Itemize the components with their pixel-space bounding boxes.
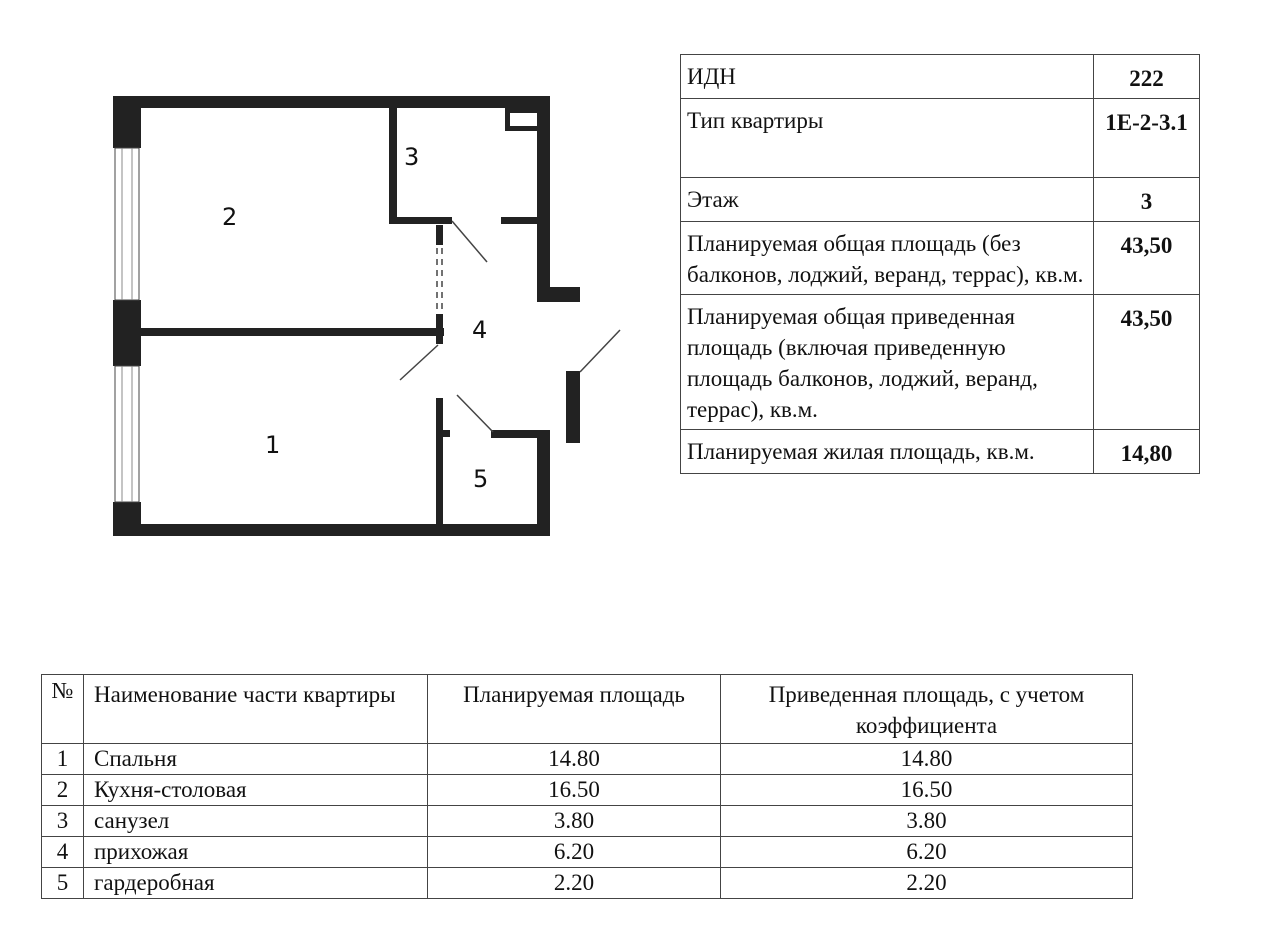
spec-row-type [681,99,1200,178]
room-area: 14.80 [428,744,721,775]
room-number: 4 [42,837,84,868]
room-name: прихожая [84,837,428,868]
spec-value: 14,80 [1094,430,1200,474]
room-label-5: 5 [473,465,489,493]
spec-value: 43,50 [1094,222,1200,295]
spec-value: 1Е-2-3.1 [1094,99,1200,178]
room-label-2: 2 [222,203,238,231]
table-row [42,775,1133,806]
room-area: 3.80 [428,806,721,837]
floor-plan [100,80,640,560]
room-name: гардеробная [84,868,428,899]
spec-label: Планируемая жилая площадь, кв.м. [681,430,1094,474]
door-bedroom [400,345,438,380]
spec-value: 43,50 [1094,295,1200,430]
spec-label: Планируемая общая приведенная площадь (включая приведенную площадь балконов, лоджий, веранд, террас), кв.м. [681,295,1094,430]
spec-value: 222 [1094,55,1200,99]
doors [400,221,620,432]
apartment-specs-table [680,54,1200,474]
spec-row-idn [681,55,1200,99]
room-area: 16.50 [428,775,721,806]
room-label-1: 1 [265,431,281,459]
window-left-upper [115,148,139,300]
spec-label: Тип квартиры [681,99,1094,178]
room-area: 2.20 [428,868,721,899]
spec-label: Планируемая общая площадь (без балконов, лоджий, веранд, террас), кв.м. [681,222,1094,295]
room-number: 2 [42,775,84,806]
header-room-name: Наименование части квартиры [84,675,428,744]
room-number: 1 [42,744,84,775]
room-reduced-area: 6.20 [721,837,1133,868]
door-wardrobe [457,395,493,432]
spec-label: ИДН [681,55,1094,99]
room-area: 6.20 [428,837,721,868]
header-planned-area: Планируемая площадь [428,675,721,744]
header-reduced-area: Приведенная площадь, с учетом коэффициента [721,675,1133,744]
spec-row-total-area [681,222,1200,295]
door-entrance [580,330,620,372]
table-row [42,806,1133,837]
room-number: 3 [42,806,84,837]
spec-row-living-area [681,430,1200,474]
window-left-lower [115,366,139,502]
rooms-table [41,674,1133,899]
room-reduced-area: 14.80 [721,744,1133,775]
room-reduced-area: 16.50 [721,775,1133,806]
room-label-4: 4 [472,316,488,344]
rooms-header-row [42,675,1133,744]
walls [113,96,580,536]
table-row [42,837,1133,868]
spec-row-floor [681,178,1200,222]
room-label-3: 3 [404,143,420,171]
spec-value: 3 [1094,178,1200,222]
table-row [42,744,1133,775]
spec-label: Этаж [681,178,1094,222]
table-row [42,868,1133,899]
room-name: Спальня [84,744,428,775]
room-name: санузел [84,806,428,837]
door-bathroom [452,221,487,262]
spec-row-reduced-area [681,295,1200,430]
header-number: № [42,675,84,744]
room-number: 5 [42,868,84,899]
room-reduced-area: 2.20 [721,868,1133,899]
room-reduced-area: 3.80 [721,806,1133,837]
room-name: Кухня-столовая [84,775,428,806]
